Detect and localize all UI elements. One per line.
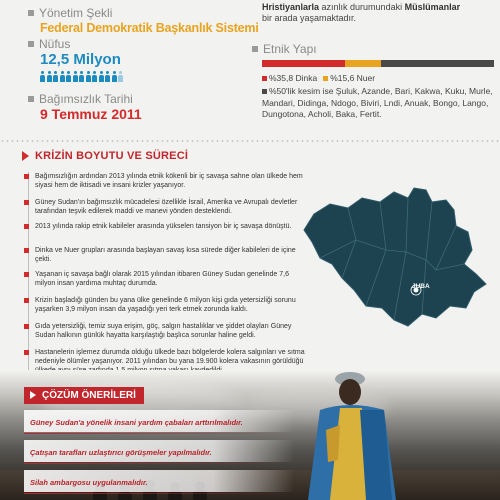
bullet-icon — [24, 350, 29, 355]
bullet-icon — [24, 298, 29, 303]
crisis-heading — [22, 150, 188, 162]
crisis-item-text: Dinka ve Nuer grupları arasında başlayan savaş kısa sürede diğer kabileleri de içine çekti. — [35, 247, 296, 263]
crisis-item-text: Krizin başladığı günden bu yana ülke genelinde 6 milyon kişi gıda yetersizliği sorunu yaşarken 3,9 milyon insan da yaşadığı yeri terk etmek zorunda kaldı. — [35, 297, 296, 313]
crisis-item-text: Güney Sudan'ın bağımsızlık mücadelesi özellikle İsrail, Amerika ve Avrupalı devletler tarafından teşvik edilerek maddi ve manevi yönden desteklendi. — [35, 199, 298, 215]
ethnic-label: Etnik Yapı — [263, 42, 317, 56]
crisis-item-text: Hastanelerin işlemez durumda olduğu ülkede bazı bölgelerde kolera salgınları ve sıtma nedeniyle ölümler yaşanıyor. 2011 yılından bu yana 19.900 kolera vakasının görüldüğü — [35, 349, 305, 365]
person-icon — [79, 71, 84, 82]
person-icon — [118, 71, 123, 82]
bullet-icon — [24, 224, 29, 229]
solution-text: Güney Sudan'a yönelik insani yardım çabaları arttırılmalıdır. — [30, 418, 243, 427]
divider — [24, 433, 294, 434]
list-item — [24, 172, 307, 190]
person-icon — [92, 71, 97, 82]
population-label-row — [28, 37, 70, 51]
map-icon — [296, 180, 500, 340]
list-item — [24, 440, 294, 462]
person-icon — [99, 71, 104, 82]
person-icon — [73, 71, 78, 82]
legend-dinka-text: %35,8 Dinka — [269, 73, 318, 83]
swatch-icon — [323, 76, 328, 81]
bullet-icon — [28, 10, 34, 16]
bullet-icon — [24, 324, 29, 329]
crisis-item-text: Gıda yetersizliği, temiz suya erişim, göç, salgın hastalıklar ve şiddet olayları Güney Sudan halkının günlük hayatta karşılaştığı başlıca sorunlar haline geldi. — [35, 323, 292, 339]
independence-label-row — [28, 92, 133, 106]
bullet-icon — [252, 46, 258, 52]
bullet-icon — [24, 248, 29, 253]
swatch-icon — [262, 89, 267, 94]
swatch-icon — [262, 76, 267, 81]
religion-muslims: Müslümanlar — [404, 2, 461, 12]
divider — [24, 493, 294, 494]
legend-dinka — [262, 73, 317, 83]
legend-nuer — [323, 73, 375, 83]
population-value: 12,5 Milyon — [40, 51, 121, 68]
ethnic-bar-segment — [345, 60, 381, 67]
bullet-icon — [24, 272, 29, 277]
bullet-icon — [24, 200, 29, 205]
dotted-divider — [0, 140, 500, 142]
crisis-title: KRİZİN BOYUTU VE SÜRECİ — [35, 150, 189, 162]
divider — [24, 463, 294, 464]
list-item — [24, 296, 307, 314]
crisis-item-text: Bağımsızlığın ardından 2013 yılında etnik kökenli bir iç savaşa sahne olan ülkede hem siyasi hem de iktisadi ve insani krizler yaşanıyor. — [35, 173, 303, 189]
crisis-item-text: 2013 yılında rakip etnik kabileler arasında yükselen tansiyon bir iç savaşa dönüştü. — [35, 223, 292, 230]
arrow-right-icon — [30, 391, 36, 399]
ethnic-others — [262, 86, 494, 121]
person-icon — [53, 71, 58, 82]
list-item — [24, 222, 307, 231]
solutions-panel — [24, 386, 294, 494]
list-item — [24, 470, 294, 492]
person-icon — [40, 71, 45, 82]
arrow-right-icon — [22, 151, 29, 161]
government-value: Federal Demokratik Başkanlık Sistemi — [40, 21, 259, 35]
person-icon — [105, 71, 110, 82]
person-icon — [47, 71, 52, 82]
ethnic-legend — [262, 73, 375, 83]
population-label: Nüfus — [39, 37, 71, 51]
list-item — [24, 270, 307, 288]
bullet-icon — [28, 96, 34, 102]
religion-christians: Hristiyanlarla — [262, 2, 320, 12]
person-icon — [60, 71, 65, 82]
south-sudan-map — [296, 180, 500, 340]
country-facts — [0, 0, 500, 140]
government-label: Yönetim Şekli — [39, 6, 113, 20]
bullet-icon — [24, 174, 29, 179]
ethnic-bar-segment — [262, 60, 345, 67]
crisis-item-text: Yaşanan iç savaşa bağlı olarak 2015 yılından itibaren Güney Sudan genelinde 7,6 milyon insan yardıma muhtaç durumda. — [35, 271, 289, 287]
religion-text-end: bir arada yaşamaktadır. — [262, 13, 357, 23]
capital-label: JUBA — [412, 283, 430, 290]
list-item — [24, 198, 307, 216]
person-icon — [112, 71, 117, 82]
ethnic-label-row — [252, 42, 317, 56]
list-item — [24, 410, 294, 432]
person-icon — [66, 71, 71, 82]
religion-text — [262, 2, 492, 24]
religion-text-mid: azınlık durumundaki — [319, 2, 405, 12]
independence-label: Bağımsızlık Tarihi — [39, 92, 133, 106]
solution-text: Çatışan tarafları uzlaştırıcı görüşmeler yapılmalıdır. — [30, 448, 212, 457]
government-label-row — [28, 6, 112, 20]
independence-value: 9 Temmuz 2011 — [40, 106, 142, 122]
solution-text: Silah ambargosu uygulanmalıdır. — [30, 478, 148, 487]
solutions-title: ÇÖZÜM ÖNERİLERİ — [42, 389, 136, 401]
legend-nuer-text: %15,6 Nuer — [330, 73, 376, 83]
ethnic-bar-segment — [381, 60, 494, 67]
woman-figure-icon — [300, 370, 410, 500]
person-icon — [86, 71, 91, 82]
ethnic-others-text: %50'lik kesim ise Şuluk, Azande, Bari, Kakwa, Kuku, Murle, Mandari, Didinga, Ndogo, Biviri, Lndi, Anuak, Bongo, Lango, Dungotona, Acholi, Baka, Fertit. — [262, 86, 493, 119]
list-item — [24, 322, 307, 340]
ethnic-share-bar — [262, 60, 494, 67]
population-people-icons — [40, 71, 123, 82]
list-item — [24, 246, 307, 264]
bullet-icon — [28, 41, 34, 47]
solutions-heading — [24, 387, 144, 404]
